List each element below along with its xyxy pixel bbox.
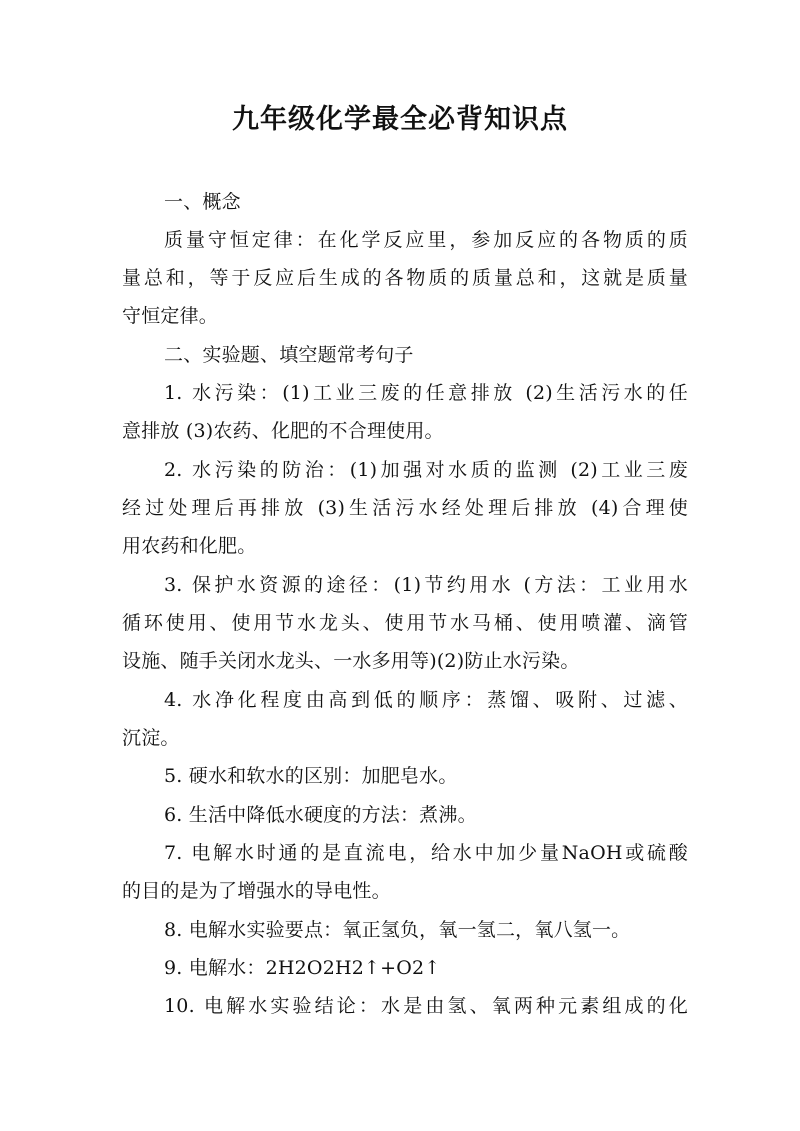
list-item-line: 沉淀。 — [122, 727, 180, 749]
list-item-line: 5. 硬水和软水的区别：加肥皂水。 — [164, 765, 458, 787]
list-item-line: 2. 水污染的防治：(1)加强对水质的监测 (2)工业三废 — [164, 459, 688, 481]
list-item-line: 8. 电解水实验要点：氧正氢负，氧一氢二，氧八氢一。 — [164, 919, 631, 941]
list-item-line: 9. 电解水：2H2O2H2↑+O2↑ — [164, 957, 441, 979]
list-item-line: 6. 生活中降低水硬度的方法：煮沸。 — [164, 804, 477, 826]
list-item-line: 7. 电解水时通的是直流电，给水中加少量NaOH或硫酸 — [164, 842, 688, 864]
list-item-line: 意排放 (3)农药、化肥的不合理使用。 — [122, 420, 444, 442]
list-item-line: 1. 水污染：(1)工业三废的任意排放 (2)生活污水的任 — [164, 382, 688, 404]
list-item-line: 4. 水净化程度由高到低的顺序：蒸馏、吸附、过滤、 — [164, 689, 688, 711]
section-heading-sentences: 二、实验题、填空题常考句子 — [164, 344, 414, 366]
list-item-line: 10. 电解水实验结论：水是由氢、氧两种元素组成的化 — [164, 995, 688, 1017]
paragraph-line: 质量守恒定律：在化学反应里，参加反应的各物质的质 — [164, 229, 688, 251]
list-item-line: 用农药和化肥。 — [122, 535, 257, 557]
document-title: 九年级化学最全必背知识点 — [232, 104, 568, 135]
paragraph-line: 量总和，等于反应后生成的各物质的质量总和，这就是质量 — [122, 267, 688, 289]
paragraph-line: 守恒定律。 — [122, 305, 219, 327]
list-item-line: 循环使用、使用节水龙头、使用节水马桶、使用喷灌、滴管 — [122, 612, 688, 634]
list-item-line: 3. 保护水资源的途径：(1)节约用水 (方法：工业用水 — [164, 574, 688, 596]
list-item-line: 经过处理后再排放 (3)生活污水经处理后排放 (4)合理使 — [122, 497, 688, 519]
list-item-line: 的目的是为了增强水的导电性。 — [122, 880, 391, 902]
list-item-line: 设施、随手关闭水龙头、一水多用等)(2)防止水污染。 — [122, 650, 580, 672]
section-heading-concepts: 一、概念 — [164, 191, 241, 213]
